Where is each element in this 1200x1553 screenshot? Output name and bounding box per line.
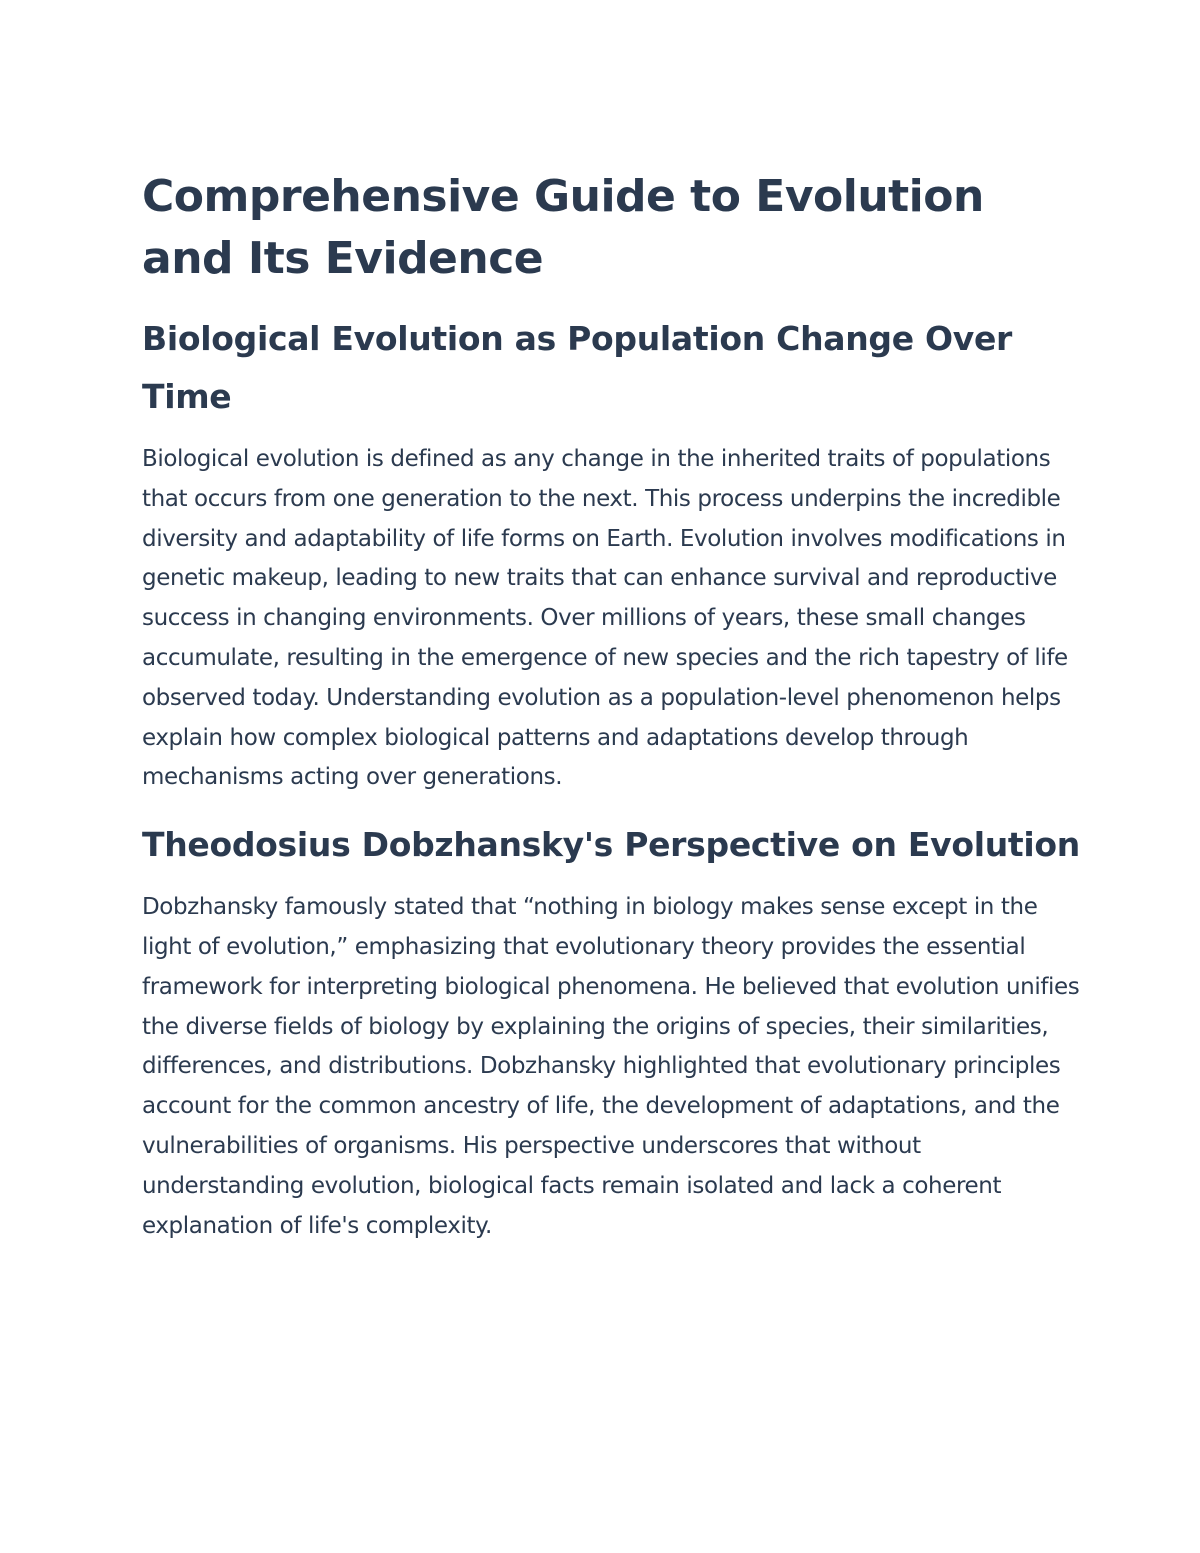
document-title: Comprehensive Guide to Evolution and Its Evidence [142,171,984,284]
section-paragraph: Dobzhansky famously stated that “nothing in biology makes sense except in the light of evolution,” emphasizing that evolutionary theory provides the essential framework for interpreting biological phenomena. He believed that evolution unifies the diverse fields of biology by explaining the origins of species, their similarities, differences, and distributions. Dobzhansky highlighted that evolutionary principles account for the common ancestry of life, the development of adaptations, and the vulnerabilities of organisms. His perspective underscores that without understanding evolution, biological facts remain isolated and lack a coherent explanation of life's complexity. [142,894,1080,1239]
section-population-change [142,310,1082,798]
section-heading: Biological Evolution as Population Change Over Time [142,319,1013,416]
document-page [142,166,1082,1246]
section-heading: Theodosius Dobzhansky's Perspective on Evolution [142,825,1080,865]
section-paragraph: Biological evolution is defined as any change in the inherited traits of populations that occurs from one generation to the next. This process underpins the incredible diversity and adaptability of life forms on Earth. Evolution involves modifications in genetic makeup, leading to new traits that can enhance survival and reproductive success in changing environments. Over millions of years, these small changes accumulate, resulting in the emergence of new species and the rich tapestry of life observed today. Understanding evolution as a population-level phenomenon helps explain how complex biological patterns and adaptations develop through mechanisms acting over generations. [142,446,1068,791]
section-dobzhansky [142,816,1082,1246]
